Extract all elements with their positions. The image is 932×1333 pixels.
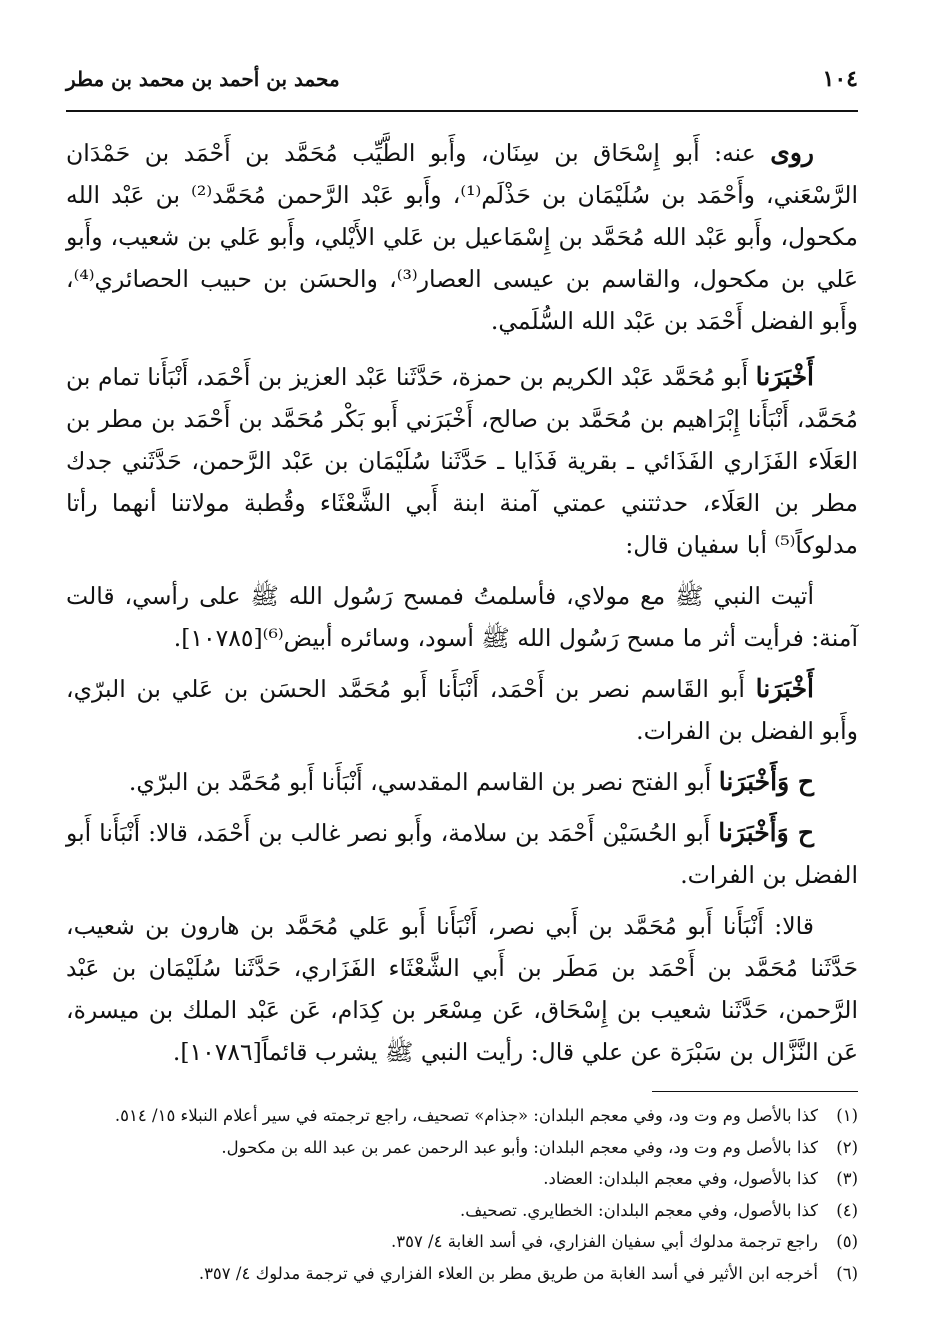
paragraph-narrators bbox=[66, 132, 858, 342]
paragraph-text: أتيت النبي ﷺ مع مولاي، فأسلمتُ فمسح رَسُول الله ﷺ على رأسي، قالت آمنة: فرأيت أثر ما مسح رَسُول الله ﷺ أسود، وسائره أبيض⁽⁶⁾[١٠٧٨٥]. bbox=[66, 582, 858, 652]
footnote-text: كذا بالأصول، وفي معجم البلدان: الخطايري. تصحيف. bbox=[460, 1200, 818, 1220]
footnote bbox=[66, 1226, 858, 1258]
paragraph-lead: ح وَأَخْبَرَنا bbox=[718, 818, 815, 847]
paragraph-isnad-3 bbox=[66, 761, 858, 803]
footnote bbox=[66, 1132, 858, 1164]
paragraph-lead: ح وَأَخْبَرَنا bbox=[718, 767, 814, 796]
paragraph-isnad-1 bbox=[66, 356, 858, 566]
running-head bbox=[66, 66, 858, 106]
paragraph-isnad-2 bbox=[66, 668, 858, 752]
footnote-number: (٣) bbox=[836, 1169, 858, 1188]
page-number: ١٠٤ bbox=[822, 66, 858, 92]
paragraph-lead: أَخْبَرَنا bbox=[755, 362, 814, 391]
footnote-number: (٢) bbox=[836, 1137, 858, 1157]
footnote-number: (٦) bbox=[836, 1263, 858, 1283]
footnote bbox=[66, 1100, 858, 1132]
body-text bbox=[66, 132, 858, 1073]
footnote-number: (١) bbox=[836, 1106, 858, 1125]
footnote bbox=[66, 1163, 858, 1195]
running-title: محمد بن أحمد بن محمد بن مطر bbox=[66, 67, 340, 91]
footnote-number: (٥) bbox=[836, 1232, 858, 1251]
paragraph-text: أَبو القَاسم نصر بن أَحْمَد، أَنْبَأَنا أَبو مُحَمَّد الحسَن بن عَلي بن البرّي، وأَبو الفضل بن الفرات. bbox=[66, 675, 858, 745]
paragraph-hadith-2 bbox=[66, 905, 858, 1073]
footnote-text: راجع ترجمة مدلوك أبي سفيان الفزاري، في أسد الغابة ٤/ ٣٥٧. bbox=[390, 1232, 818, 1251]
paragraph-text: عنه: أَبو إِسْحَاق بن سِنَان، وأَبو الطَّيِّب مُحَمَّد بن أَحْمَد بن حَمْدَان الرَّسْعَني، وأَحْمَد بن سُلَيْمَان بن حَذْلَم⁽¹⁾، وأَبو عَبْد الرَّحمن مُحَمَّد⁽²⁾ بن عَبْد الله مكحول، وأَبو عَبْد الله مُحَمَّد بن إِسْمَاعيل بن عَلي الأَيْلي، وأَبو عَلي بن شعيب، وأَبو عَلي بن مكحول، والقاسم بن عيسى العصار⁽³⁾، والحسَن بن حبيب الحصائري⁽⁴⁾، وأَبو الفضل أَحْمَد بن عَبْد الله السُّلَمي. bbox=[66, 139, 858, 335]
paragraph-hadith-1 bbox=[66, 575, 858, 659]
paragraph-lead: روى bbox=[770, 138, 814, 167]
paragraph-text: قالا: أَنْبَأَنا أَبو مُحَمَّد بن أَبي نصر، أَنْبَأَنا أَبو عَلي مُحَمَّد بن هارون بن شعيب، حَدَّثَنا مُحَمَّد بن أَحْمَد بن مَطَر بن أَبي الشَّعْثَاء الفَزَاري، حَدَّثَنا سُلَيْمَان بن عَبْد الرَّحمن، حَدَّثَنا شعيب بن إِسْحَاق، عَن مِسْعَر بن كِدَام، عَن عَبْد الملك بن ميسرة، عَن النَّزَّال بن سَبْرَة عن علي قال: رأيت النبي ﷺ يشرب قائماً[١٠٧٨٦]. bbox=[66, 912, 858, 1066]
paragraph-text: أَبو الفتح نصر بن القاسم المقدسي، أَنْبَأَنا أَبو مُحَمَّد بن البرّي. bbox=[128, 768, 719, 796]
header-rule bbox=[66, 110, 858, 112]
footnote-rule bbox=[652, 1091, 858, 1092]
footnote-number: (٤) bbox=[836, 1200, 858, 1220]
paragraph-text: أَبو الحُسَيْن أَحْمَد بن سلامة، وأَبو نصر غالب بن أَحْمَد، قالا: أَنْبَأَنا أَبو الفضل بن الفرات. bbox=[66, 819, 858, 889]
paragraph-isnad-4 bbox=[66, 812, 858, 896]
footnote-text: كذا بالأصل وم وت ود، وفي معجم البلدان: وأبو عبد الرحمن عمر بن عبد الله بن مكحول. bbox=[221, 1137, 818, 1157]
footnotes bbox=[66, 1100, 858, 1289]
paragraph-text: أَبو مُحَمَّد عَبْد الكريم بن حمزة، حَدَّثَنا عَبْد العزيز بن أَحْمَد، أَنْبَأَنا تمام بن مُحَمَّد، أَنْبَأَنا إِبْرَاهيم بن مُحَمَّد بن صالح، أَخْبَرَني أَبو بَكْر مُحَمَّد بن أَحْمَد بن مطر بن العَلَاء الفَزَاري الفَذَائي ـ بقرية فَذَايا ـ حَدَّثَنا سُلَيْمَان بن عَبْد الرَّحمن، حَدَّثَني جدك مطر بن العَلَاء، حدثتني عمتي آمنة ابنة أَبي الشَّعْثَاء وقُطبة مولاتنا أنهما رأتا مدلوكاً⁽⁵⁾ أبا سفيان قال: bbox=[66, 363, 858, 559]
paragraph-lead: أَخْبَرَنا bbox=[755, 674, 814, 703]
footnote bbox=[66, 1258, 858, 1290]
footnote-text: كذا بالأصول، وفي معجم البلدان: العضاد. bbox=[543, 1169, 818, 1188]
footnote-text: أخرجه ابن الأثير في أسد الغابة من طريق مطر بن العلاء الفزاري في ترجمة مدلوك ٤/ ٣٥٧. bbox=[198, 1263, 818, 1283]
footnote bbox=[66, 1195, 858, 1227]
footnote-text: كذا بالأصل وم وت ود، وفي معجم البلدان: «جذام» تصحيف، راجع ترجمته في سير أعلام النبلاء ١٥/ ٥١٤. bbox=[114, 1106, 818, 1125]
